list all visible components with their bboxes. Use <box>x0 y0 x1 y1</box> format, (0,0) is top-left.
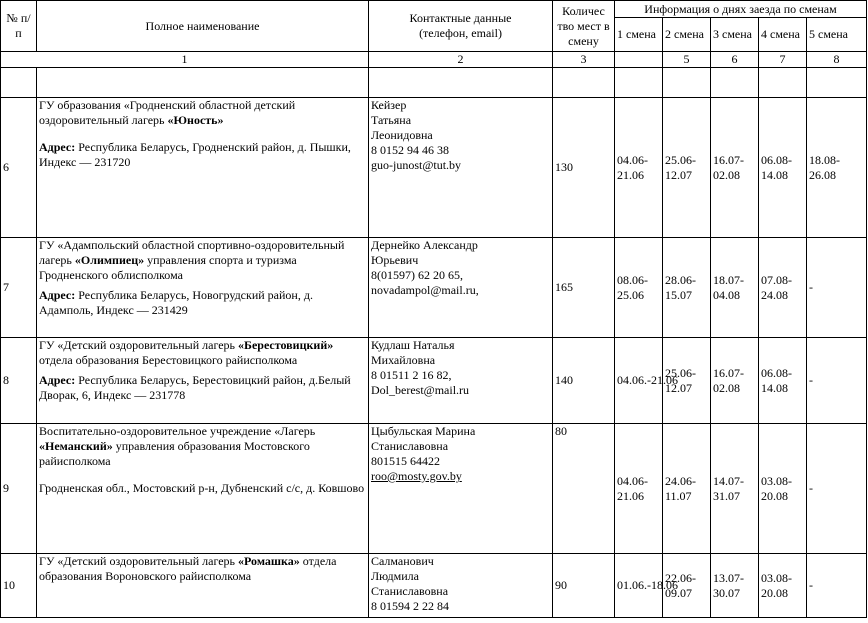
camp-name: ГУ «Адампольский областной спортивно-оздоровительный лагерь «Олимпиец» управления спорта и туризма Гродненского облисполкома <box>39 238 345 282</box>
row-number: 6 <box>1 98 37 238</box>
contact-email: guo-junost@tut.by <box>371 158 462 172</box>
shift-5-dates: - <box>807 554 867 618</box>
empty-row <box>1 68 867 98</box>
shift-2-dates: 25.06-12.07 <box>663 98 711 238</box>
colnum-5b: 5 <box>663 52 711 68</box>
shift-5-dates: - <box>807 424 867 554</box>
colnum-1: 1 <box>1 52 369 68</box>
table-row <box>1 98 867 238</box>
header-shifts-group: Информация о днях заезда по сменам <box>615 1 867 18</box>
table-row <box>1 238 867 338</box>
column-number-row <box>1 52 867 68</box>
shift-3-dates: 16.07-02.08 <box>711 98 759 238</box>
camp-address: Гродненская обл., Мостовский р-н, Дубненский с/с, д. Ковшово <box>39 481 365 495</box>
header-places: Количес тво мест в смену <box>553 1 615 52</box>
shift-4-dates: 03.08-20.08 <box>759 424 807 554</box>
shift-2-dates: 25.06-12.07 <box>663 338 711 424</box>
shift-3-dates: 16.07-02.08 <box>711 338 759 424</box>
camp-name-cell <box>37 98 369 238</box>
contact-email-link[interactable]: roo@mosty.gov.by <box>371 469 462 483</box>
places-count: 80 <box>553 424 615 554</box>
colnum-3: 3 <box>553 52 615 68</box>
camp-name: ГУ «Детский оздоровительный лагерь «Берестовицкий» отдела образования Берестовицкого райисполкома <box>39 338 334 367</box>
contact-cell: Салманович Людмила Станиславовна 8 01594 2 22 84 <box>369 554 553 618</box>
shift-5-dates: 18.08-26.08 <box>807 98 867 238</box>
shift-2-dates: 24.06-11.07 <box>663 424 711 554</box>
table-row <box>1 554 867 618</box>
header-num: № п/ п <box>1 1 37 52</box>
header-contacts <box>369 1 553 52</box>
shift-3-dates: 18.07-04.08 <box>711 238 759 338</box>
camp-name-cell <box>37 238 369 338</box>
row-number: 9 <box>1 424 37 554</box>
colnum-7: 7 <box>759 52 807 68</box>
shift-4-dates: 06.08-14.08 <box>759 98 807 238</box>
camp-name-cell <box>37 424 369 554</box>
row-number: 7 <box>1 238 37 338</box>
shift-2-dates: 28.06-15.07 <box>663 238 711 338</box>
camp-name-cell <box>37 338 369 424</box>
header-contacts-line2: (телефон, email) <box>419 26 502 40</box>
contact-cell: Кудлаш Наталья Михайловна 8 01511 2 16 82, Dol_berest@mail.ru <box>369 338 553 424</box>
header-contacts-line1: Контактные данные <box>409 11 512 25</box>
table-row <box>1 338 867 424</box>
shift-4-dates: 06.08-14.08 <box>759 338 807 424</box>
shift-3-dates: 14.07-31.07 <box>711 424 759 554</box>
table-row <box>1 424 867 554</box>
header-shift-3: 3 смена <box>711 18 759 52</box>
colnum-8: 8 <box>807 52 867 68</box>
shift-4-dates: 03.08-20.08 <box>759 554 807 618</box>
row-number: 10 <box>1 554 37 618</box>
shift-3-dates: 13.07-30.07 <box>711 554 759 618</box>
header-shift-5: 5 смена <box>807 18 867 52</box>
shift-5-dates: - <box>807 338 867 424</box>
header-name: Полное наименование <box>37 1 369 52</box>
places-count: 140 <box>553 338 615 424</box>
places-count: 130 <box>553 98 615 238</box>
contact-cell: Дернейко Александр Юрьевич 8(01597) 62 20 65, novadampol@mail.ru, <box>369 238 553 338</box>
contact-cell: Кейзер Татьяна Леонидовна 8 0152 94 46 38 guo-junost@tut.by <box>369 98 553 238</box>
camp-address: Адрес: Республика Беларусь, Гродненский район, д. Пышки, Индекс — 231720 <box>39 140 351 169</box>
places-count: 165 <box>553 238 615 338</box>
contact-email: novadampol@mail.ru, <box>371 283 479 297</box>
shift-4-dates: 07.08-24.08 <box>759 238 807 338</box>
shift-1-dates: 08.06-25.06 <box>615 238 663 338</box>
contact-cell: Цыбульская Марина Станиславовна 801515 64422 roo@mosty.gov.by <box>369 424 553 554</box>
shift-5-dates: - <box>807 238 867 338</box>
camp-name: Воспитательно-оздоровительное учреждение «Лагерь «Неманский» управления образования Мостовского райисполкома <box>39 424 316 468</box>
shift-1-dates: 04.06-21.06 <box>615 98 663 238</box>
row-number: 8 <box>1 338 37 424</box>
shift-1-dates: 04.06.-21.06 <box>615 338 663 424</box>
camp-name: ГУ образования «Гродненский областной детский оздоровительный лагерь «Юность» <box>39 98 296 127</box>
camp-address: Адрес: Республика Беларусь, Новогрудский район, д. Адамполь, Индекс — 231429 <box>39 288 313 317</box>
shift-1-dates: 01.06.-18.06 <box>615 554 663 618</box>
header-shift-1: 1 смена <box>615 18 663 52</box>
header-shift-2: 2 смена <box>663 18 711 52</box>
colnum-2: 2 <box>369 52 553 68</box>
places-count: 90 <box>553 554 615 618</box>
colnum-6: 6 <box>711 52 759 68</box>
shift-1-dates: 04.06-21.06 <box>615 424 663 554</box>
camp-name-cell <box>37 554 369 618</box>
shift-2-dates: 22.06-09.07 <box>663 554 711 618</box>
colnum-5 <box>615 52 663 68</box>
header-shift-4: 4 смена <box>759 18 807 52</box>
contact-email: Dol_berest@mail.ru <box>371 383 470 397</box>
camp-name: ГУ «Детский оздоровительный лагерь «Ромашка» отдела образования Вороновского райисполкома <box>39 554 337 583</box>
camp-address: Адрес: Республика Беларусь, Берестовицкий район, д.Белый Дворак, 6, Индекс — 231778 <box>39 373 351 402</box>
